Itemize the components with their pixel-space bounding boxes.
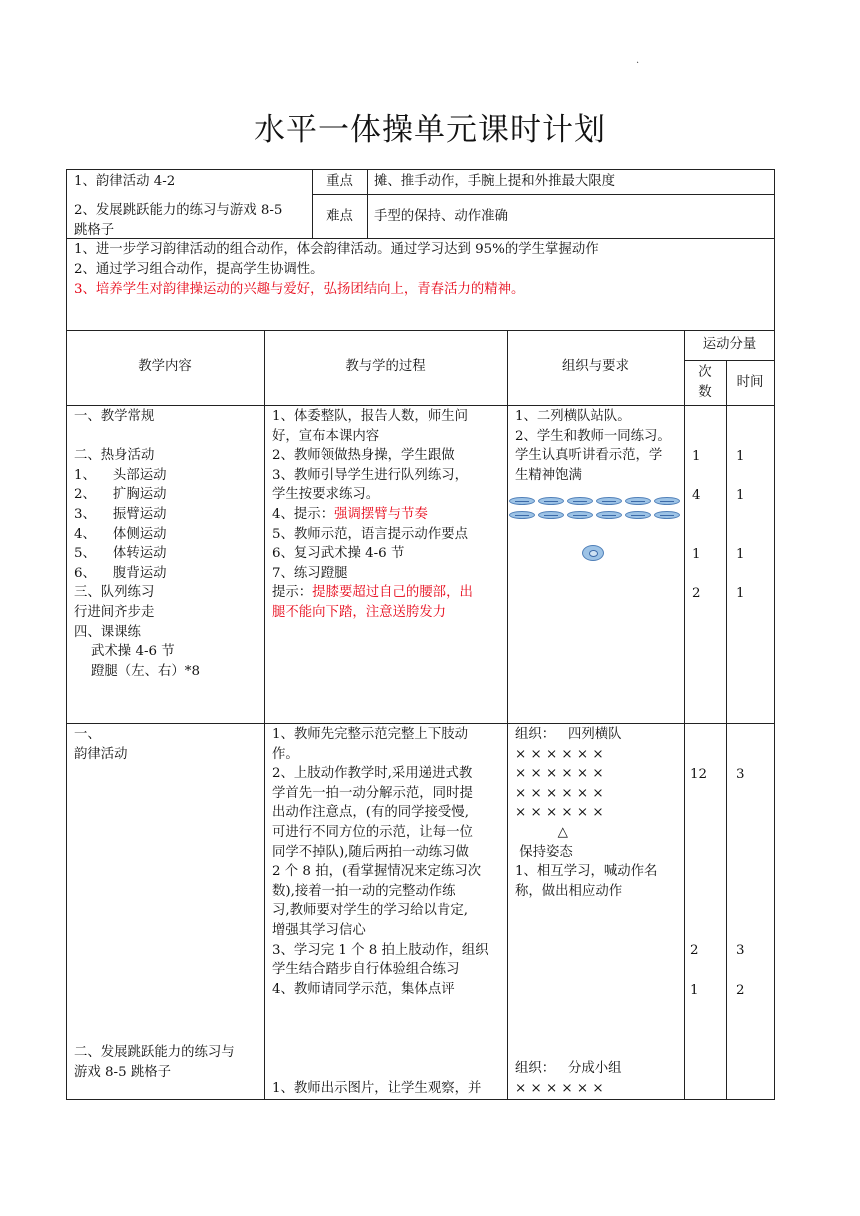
topic-1: 1、韵律活动 4-2 — [74, 174, 176, 189]
section2-process-next: 1、教师出示图片，让学生观察，并 — [272, 1081, 482, 1096]
section2-organization-a: 组织： 四列横队 × × × × × × × × × × × × × × × × × × × × × × × × △ 保持姿态 1、相互学习，喊动作名 称，做出相应动作 — [515, 727, 658, 899]
section1-process-a: 1、体委整队，报告人数，师生问 好，宣布本课内容 2、教师领做热身操，学生跟做 3、教师引导学生进行队列练习， 学生按要求练习。 4、提示： — [272, 409, 468, 522]
section2-duration: 3 3 2 — [736, 767, 745, 998]
objective-1: 1、进一步学习韵律活动的组合动作，体会韵律活动。通过学习达到 95%的学生掌握动作 — [74, 242, 599, 257]
focus-text: 摊、推手动作，手腕上提和外推最大限度 — [374, 174, 616, 189]
section1-duration: 1 1 1 1 — [736, 449, 745, 602]
section2-times: 12 2 1 — [690, 767, 708, 998]
section1-content: 一、教学常规 二、热身活动 1、 头部运动 2、 扩胸运动 3、 振臂运动 4、 体侧运动 5、 体转运动 6、 腹背运动 三、队列练习 行进间齐步走 四、课课练 武术操 4-6 节 蹬腿（左、右）*8 — [74, 409, 200, 679]
formation-diagram — [509, 497, 683, 567]
header-process: 教与学的过程 — [345, 359, 426, 374]
objective-3: 3、培养学生对韵律操运动的兴趣与爱好，弘扬团结向上，青春活力的精神。 — [74, 282, 525, 297]
page-title: 水平一体操单元课时计划 — [254, 112, 606, 148]
section2-content-a: 一、 韵律活动 — [74, 727, 128, 762]
lesson-plan-table — [66, 169, 775, 1100]
difficulty-text: 手型的保持、动作准确 — [374, 209, 508, 224]
topic-2: 2、发展跳跃能力的练习与游戏 8-5 跳格子 — [74, 203, 283, 238]
section1-process — [272, 407, 506, 623]
section1-times: 1 4 1 2 — [692, 449, 701, 602]
section1-process-b: 5、教师示范，语言提示动作要点 6、复习武术操 4-6 节 7、练习蹬腿 提示： — [272, 526, 468, 601]
objective-2: 2、通过学习组合动作，提高学生协调性。 — [74, 262, 324, 277]
header-content: 教学内容 — [138, 359, 192, 374]
section2-organization-b: 组织： 分成小组 × × × × × × — [515, 1061, 622, 1096]
section1-process-b-red: 提膝要超过自己的腰部，出 腿不能向下踏，注意送胯发力 — [272, 585, 473, 620]
section1-process-a-red: 强调摆臂与节奏 — [334, 506, 428, 522]
corner-mark: · — [636, 58, 640, 69]
header-organization: 组织与要求 — [562, 359, 629, 374]
section2-process: 1、教师先完整示范完整上下肢动 作。 2、上肢动作教学时,采用递进式教 学首先一拍一动分解示范，同时提 出动作注意点，(有的同学接受慢, 可进行不同方位的示范，让每一位 同学不掉队),随后两拍一动练习做 2 个 8 拍，(看掌握情况来定练习次 数),接着一拍一动的完整动作练 习,教师要对学生的学习给以肯定, 增强其学习信心 3、学习完 1 个 8 拍上肢动作，组织 学生结合踏步自行体验组合练习 4、教师请同学示范，集体点评 — [272, 727, 489, 997]
header-load: 运动分量 — [702, 337, 757, 352]
focus-label: 重点 — [326, 174, 353, 189]
difficulty-label: 难点 — [326, 209, 353, 224]
section1-organization: 1、二列横队站队。 2、学生和教师一同练习。 学生认真听讲看示范，学 生精神饱满 — [515, 409, 671, 483]
header-duration: 时间 — [736, 375, 764, 390]
section2-content-b: 二、发展跳跃能力的练习与 游戏 8-5 跳格子 — [74, 1045, 235, 1080]
teacher-marker-icon — [582, 545, 604, 561]
header-times: 次 数 — [698, 365, 712, 400]
